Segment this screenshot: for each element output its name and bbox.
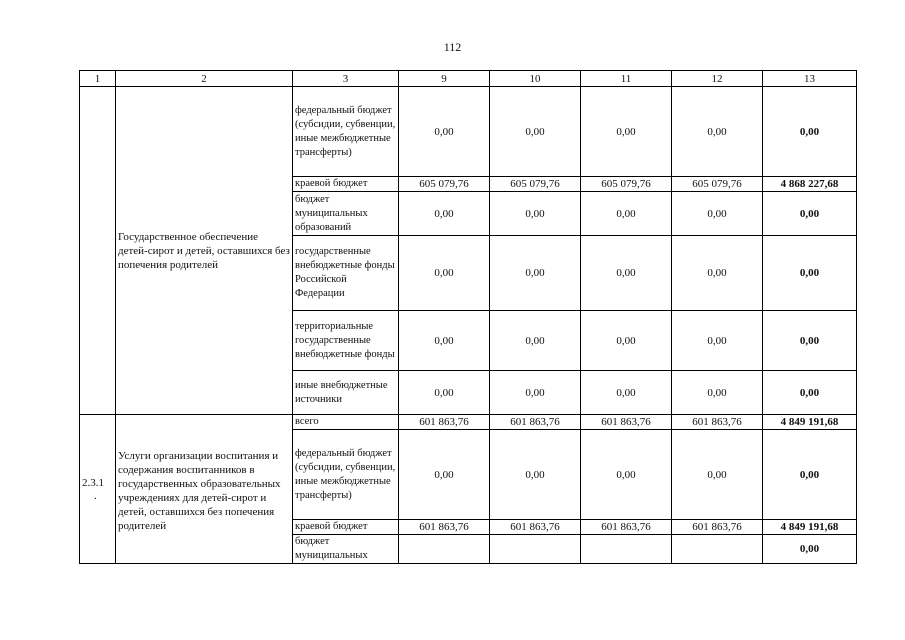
value-cell: 605 079,76: [399, 177, 490, 192]
value-cell: 0,00: [490, 192, 581, 236]
value-cell: 0,00: [490, 430, 581, 520]
value-cell: 0,00: [581, 311, 672, 371]
value-cell: 0,00: [672, 311, 763, 371]
total-cell: 4 849 191,68: [763, 520, 857, 535]
value-cell: 601 863,76: [672, 415, 763, 430]
value-cell: 0,00: [490, 236, 581, 311]
header-cell: 9: [399, 71, 490, 87]
total-cell: 0,00: [763, 430, 857, 520]
header-cell: 10: [490, 71, 581, 87]
item-title-cell: [116, 415, 293, 564]
total-cell: 0,00: [763, 311, 857, 371]
value-cell: 0,00: [672, 236, 763, 311]
value-cell: 0,00: [399, 311, 490, 371]
total-cell: 0,00: [763, 371, 857, 415]
value-cell: 0,00: [399, 192, 490, 236]
value-cell: 0,00: [581, 371, 672, 415]
value-cell: 0,00: [672, 371, 763, 415]
total-cell: 0,00: [763, 192, 857, 236]
value-cell: [490, 535, 581, 564]
source-cell: краевой бюджет: [293, 520, 399, 535]
value-cell: 0,00: [490, 371, 581, 415]
value-cell: 0,00: [399, 87, 490, 177]
value-cell: 0,00: [581, 87, 672, 177]
code-cell: [80, 415, 116, 564]
source-cell: бюджет муниципальных: [293, 535, 399, 564]
total-cell: 0,00: [763, 87, 857, 177]
header-cell: 1: [80, 71, 116, 87]
value-cell: [581, 535, 672, 564]
header-cell: 11: [581, 71, 672, 87]
value-cell: 0,00: [399, 371, 490, 415]
value-cell: 0,00: [490, 311, 581, 371]
value-cell: 0,00: [672, 87, 763, 177]
value-cell: 0,00: [672, 192, 763, 236]
code-cell: [80, 87, 116, 415]
header-row: [80, 71, 857, 87]
header-cell: 13: [763, 71, 857, 87]
total-cell: 0,00: [763, 535, 857, 564]
total-cell: 4 868 227,68: [763, 177, 857, 192]
value-cell: 605 079,76: [581, 177, 672, 192]
budget-table: [79, 70, 857, 564]
value-cell: 601 863,76: [399, 520, 490, 535]
value-cell: 0,00: [581, 430, 672, 520]
page-number: 112: [443, 40, 462, 54]
total-cell: 0,00: [763, 236, 857, 311]
value-cell: 605 079,76: [672, 177, 763, 192]
source-cell: федеральный бюджет (субсидии, субвенции, иные межбюджетные трансферты): [293, 430, 399, 520]
source-cell: краевой бюджет: [293, 177, 399, 192]
value-cell: 0,00: [399, 430, 490, 520]
value-cell: 601 863,76: [672, 520, 763, 535]
item-title: Услуги организации воспитания и содержания воспитанников в государственных образовательных учреждениях для детей-сирот и детей, оставшихся без попечения родителей: [118, 450, 281, 532]
item-code-dot: .: [94, 490, 97, 502]
header-cell: 3: [293, 71, 399, 87]
source-cell: бюджет муниципальных образований: [293, 192, 399, 236]
value-cell: 0,00: [399, 236, 490, 311]
value-cell: 0,00: [581, 236, 672, 311]
item-code: 2.3.1: [82, 477, 104, 489]
header-cell: 12: [672, 71, 763, 87]
source-cell: федеральный бюджет (субсидии, субвенции, иные межбюджетные трансферты): [293, 87, 399, 177]
value-cell: 0,00: [490, 87, 581, 177]
item-title: Государственное обеспечение детей-сирот и детей, оставшихся без попечения родителей: [118, 231, 290, 271]
value-cell: [672, 535, 763, 564]
table-row: [80, 87, 857, 177]
item-title-cell: [116, 87, 293, 415]
header-cell: 2: [116, 71, 293, 87]
total-cell: 4 849 191,68: [763, 415, 857, 430]
source-cell: всего: [293, 415, 399, 430]
value-cell: 605 079,76: [490, 177, 581, 192]
value-cell: 601 863,76: [399, 415, 490, 430]
table-row: [80, 415, 857, 430]
value-cell: 601 863,76: [490, 415, 581, 430]
source-cell: государственные внебюджетные фонды Российской Федерации: [293, 236, 399, 311]
source-cell: иные внебюджетные источники: [293, 371, 399, 415]
source-cell: территориальные государственные внебюджетные фонды: [293, 311, 399, 371]
value-cell: 601 863,76: [581, 415, 672, 430]
value-cell: [399, 535, 490, 564]
value-cell: 0,00: [581, 192, 672, 236]
value-cell: 601 863,76: [490, 520, 581, 535]
value-cell: 601 863,76: [581, 520, 672, 535]
value-cell: 0,00: [672, 430, 763, 520]
